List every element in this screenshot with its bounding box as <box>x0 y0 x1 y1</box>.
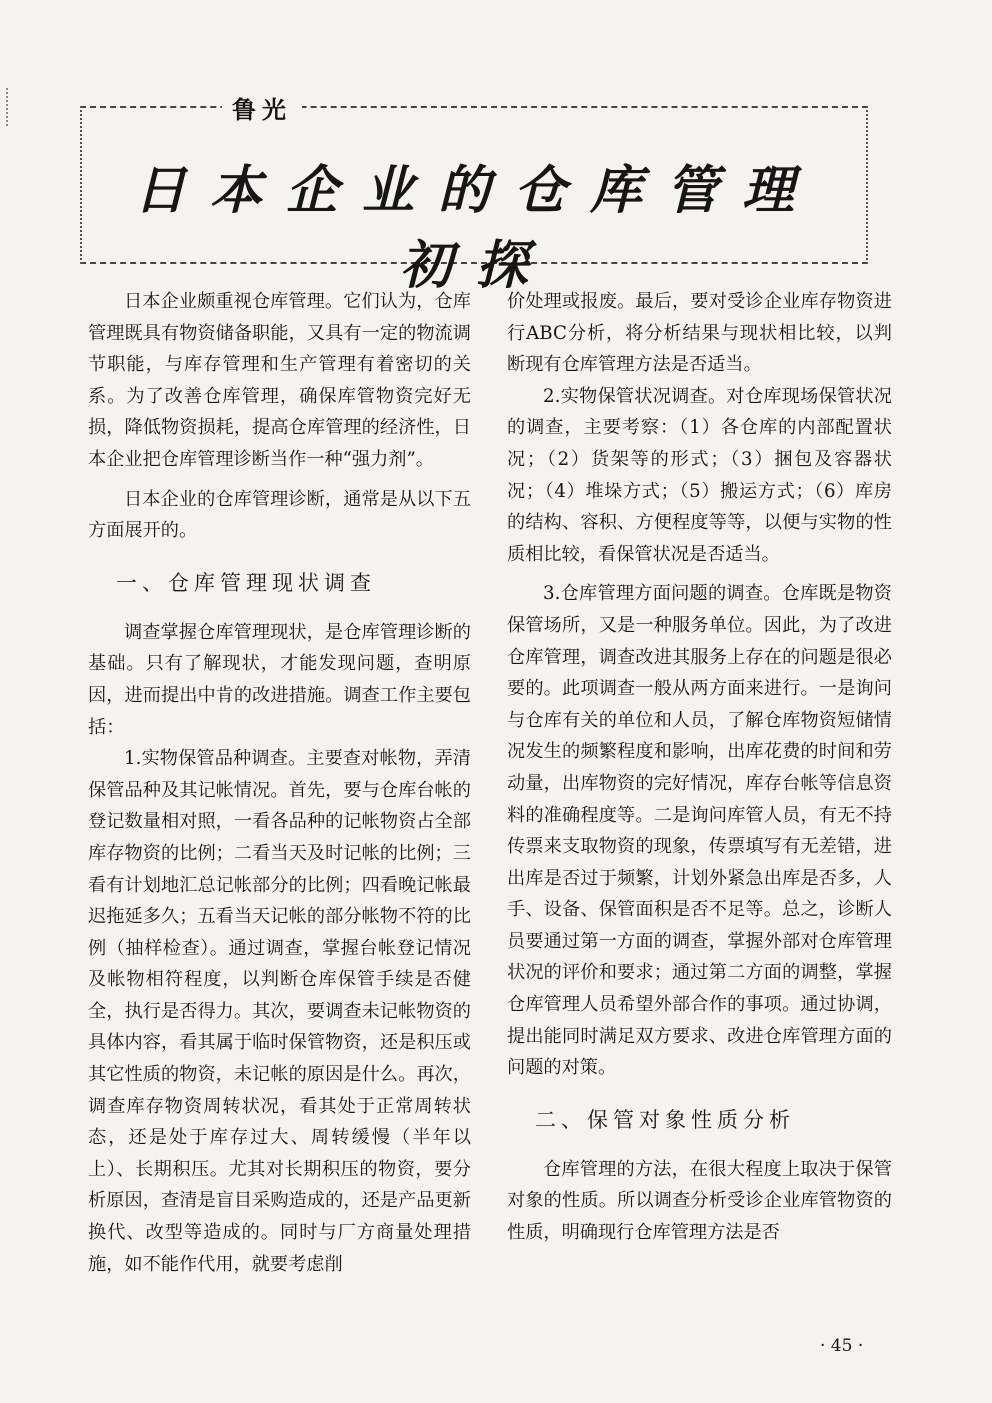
title-frame <box>80 95 868 296</box>
body-paragraph: 仓库管理的方法，在很大程度上取决于保管对象的性质。所以调查分析受诊企业库管物资的性质，明确现行仓库管理方法是否 <box>507 1158 892 1244</box>
body-paragraph: 2.实物保管状况调查。对仓库现场保管状况的调查，主要考察：（1）各仓库的内部配置状况；（2）货架等的形式；（3）捆包及容器状况；（4）堆垛方式；（5）搬运方式；（6）库房的结构、容积、方便程度等等，以便与实物的性质相比较，看保管状况是否适当。 <box>507 385 892 565</box>
article-title: 日本企业的仓库管理初探 <box>133 160 818 296</box>
page-number: · 45 · <box>820 1336 864 1356</box>
body-paragraph: 3.仓库管理方面问题的调查。仓库既是物资保管场所，又是一种服务单位。因此，为了改进仓库管理，调查改进其服务上存在的问题是很必要的。此项调查一般从两方面来进行。一是询问与仓库有关的单位和人员，了解仓库物资短储情况发生的频繁程度和影响，出库花费的时间和劳动量，出库物资的完好情况，库存台帐等信息资料的准确程度等。二是询问库管人员，有无不持传票来支取物资的现象，传票填写有无差错，进出库是否过于频繁，计划外紧急出库是否多，人手、设备、保管面积是否不足等。总之，诊断人员要通过第一方面的调查，掌握外部对仓库管理状况的评价和要求；通过第二方面的调整，掌握仓库管理人员希望外部合作的事项。通过协调，提出能同时满足双方要求、改进仓库管理方面的问题的对策。 <box>507 583 892 1079</box>
body-paragraph: 1.实物保管品种调查。主要查对帐物，弄清保管品种及其记帐情况。首先，要与仓库台帐的登记数量相对照，一看各品种的记帐物资占全部库存物资的比例；二看当天及时记帐的比例；三看有计划地汇总记帐部分的比例；四看晚记帐最迟拖延多久；五看当天记帐的部分帐物不符的比例（抽样检查）。通过调查，掌握台帐登记情况及帐物相符程度，以判断仓库保管手续是否健全，执行是否得力。其次，要调查未记帐物资的具体内容，看其属于临时保管物资，还是积压或其它性质的物资，未记帐的原因是什么。再次，调查库存物资周转状况，看其处于正常周转状态，还是处于库存过大、周转缓慢（半年以上）、长期积压。尤其对长期积压的物资，要分析原因，查清是盲目采购造成的，还是产品更新换代、改型等造成的。同时与厂方商量处理措施，如不能作代用，就要考虑削 <box>88 748 471 1275</box>
author-name: 鲁光 <box>222 90 302 125</box>
binding-mark <box>6 88 10 126</box>
body-paragraph: 调查掌握仓库管理现状，是仓库管理诊断的基础。只有了解现状，才能发现问题，查明原因，进而提出中肯的改进措施。调查工作主要包括： <box>88 621 471 738</box>
right-column <box>507 286 892 1249</box>
left-column <box>88 286 471 1280</box>
body-paragraph: 价处理或报废。最后，要对受诊企业库存物资进行ABC分析，将分析结果与现状相比较，以判断现有仓库管理方法是否适当。 <box>507 291 892 376</box>
section-heading-2: 二、保管对象性质分析 <box>535 1107 795 1132</box>
intro-paragraph: 日本企业颇重视仓库管理。它们认为，仓库管理既具有物资储备职能，又具有一定的物流调节职能，与库存管理和生产管理有着密切的关系。为了改善仓库管理，确保库管物资完好无损，降低物资损耗，提高仓库管理的经济性，日本企业把仓库管理诊断当作一种“强力剂”。 <box>88 291 471 470</box>
section-heading-1: 一、仓库管理现状调查 <box>116 570 376 595</box>
intro-paragraph-2: 日本企业的仓库管理诊断，通常是从以下五方面展开的。 <box>88 488 471 542</box>
